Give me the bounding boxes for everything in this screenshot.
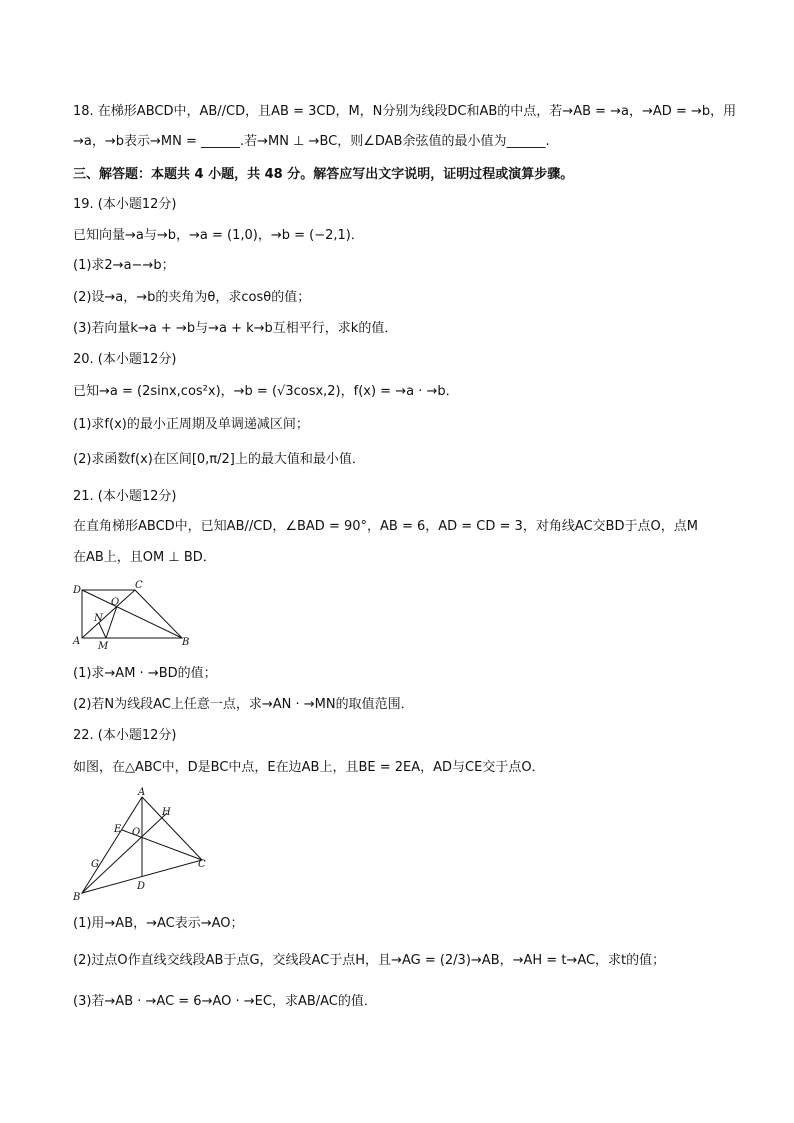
q20-part-2: (2)求函数f(x)在区间[0,π/2]上的最大值和最小值．	[73, 452, 365, 467]
q20-part-1: (1)求f(x)的最小正周期及单调递减区间；	[73, 417, 309, 432]
label-c: C	[198, 859, 206, 870]
label-m: M	[98, 641, 109, 652]
triangle-figure	[70, 785, 210, 903]
label-o: O	[132, 827, 141, 838]
q18-line-2: →a，→b表示→MN = ______.若→MN ⊥ →BC，则∠DAB余弦值的最小值为______.	[73, 134, 550, 149]
q22-part-1: (1)用→AB，→AC表示→AO；	[73, 916, 244, 931]
label-d: D	[73, 585, 82, 596]
label-b: B	[73, 892, 81, 903]
q18-line-1: 18. 在梯形ABCD中，AB//CD，且AB = 3CD，M，N分别为线段DC和AB的中点，若→AB = →a，→AD = →b，用	[73, 104, 737, 119]
label-h: H	[162, 807, 171, 818]
label-a: A	[138, 787, 146, 798]
q21-part-1: (1)求→AM · →BD的值；	[73, 666, 217, 681]
q19-part-1: (1)求2→a−→b；	[73, 258, 175, 273]
q20-stem: 已知→a = (2sinx,cos²x)，→b = (√3cosx,2)，f(x) = →a · →b．	[73, 384, 459, 399]
trapezoid-figure	[70, 578, 195, 652]
q22-stem: 如图，在△ABC中，D是BC中点，E在边AB上，且BE = 2EA，AD与CE交于点O．	[73, 760, 545, 775]
label-c: C	[135, 580, 143, 591]
q19-part-2: (2)设→a，→b的夹角为θ，求cosθ的值；	[73, 290, 311, 305]
label-b: B	[182, 637, 190, 648]
label-e: E	[114, 824, 122, 835]
q19-stem: 已知向量→a与→b，→a = (1,0)，→b = (−2,1)．	[73, 228, 364, 243]
q19-heading: 19. (本小题12分)	[73, 197, 177, 212]
q22-heading: 22. (本小题12分)	[73, 728, 177, 743]
q21-heading: 21. (本小题12分)	[73, 489, 177, 504]
section-heading: 三、解答题：本题共 4 小题，共 48 分。解答应写出文字说明，证明过程或演算步骤。	[73, 167, 574, 182]
q20-heading: 20. (本小题12分)	[73, 352, 177, 367]
label-n: N	[94, 613, 103, 624]
q21-part-2: (2)若N为线段AC上任意一点，求→AN · →MN的取值范围．	[73, 697, 414, 712]
label-d: D	[137, 881, 146, 892]
label-a: A	[73, 636, 81, 647]
label-o: O	[111, 597, 120, 608]
q22-part-2: (2)过点O作直线交线段AB于点G，交线段AC于点H，且→AG = (2/3)→AB，→AH = t→AC，求t的值；	[73, 953, 666, 968]
q19-part-3: (3)若向量k→a + →b与→a + k→b互相平行，求k的值．	[73, 321, 398, 336]
label-g: G	[91, 859, 99, 870]
q22-part-3: (3)若→AB · →AC = 6→AO · →EC，求AB/AC的值．	[73, 994, 377, 1009]
q21-stem-line-1: 在直角梯形ABCD中，已知AB//CD，∠BAD = 90°，AB = 6，AD = CD = 3，对角线AC交BD于点O，点M	[73, 519, 698, 534]
q21-stem-line-2: 在AB上，且OM ⊥ BD．	[73, 550, 216, 565]
